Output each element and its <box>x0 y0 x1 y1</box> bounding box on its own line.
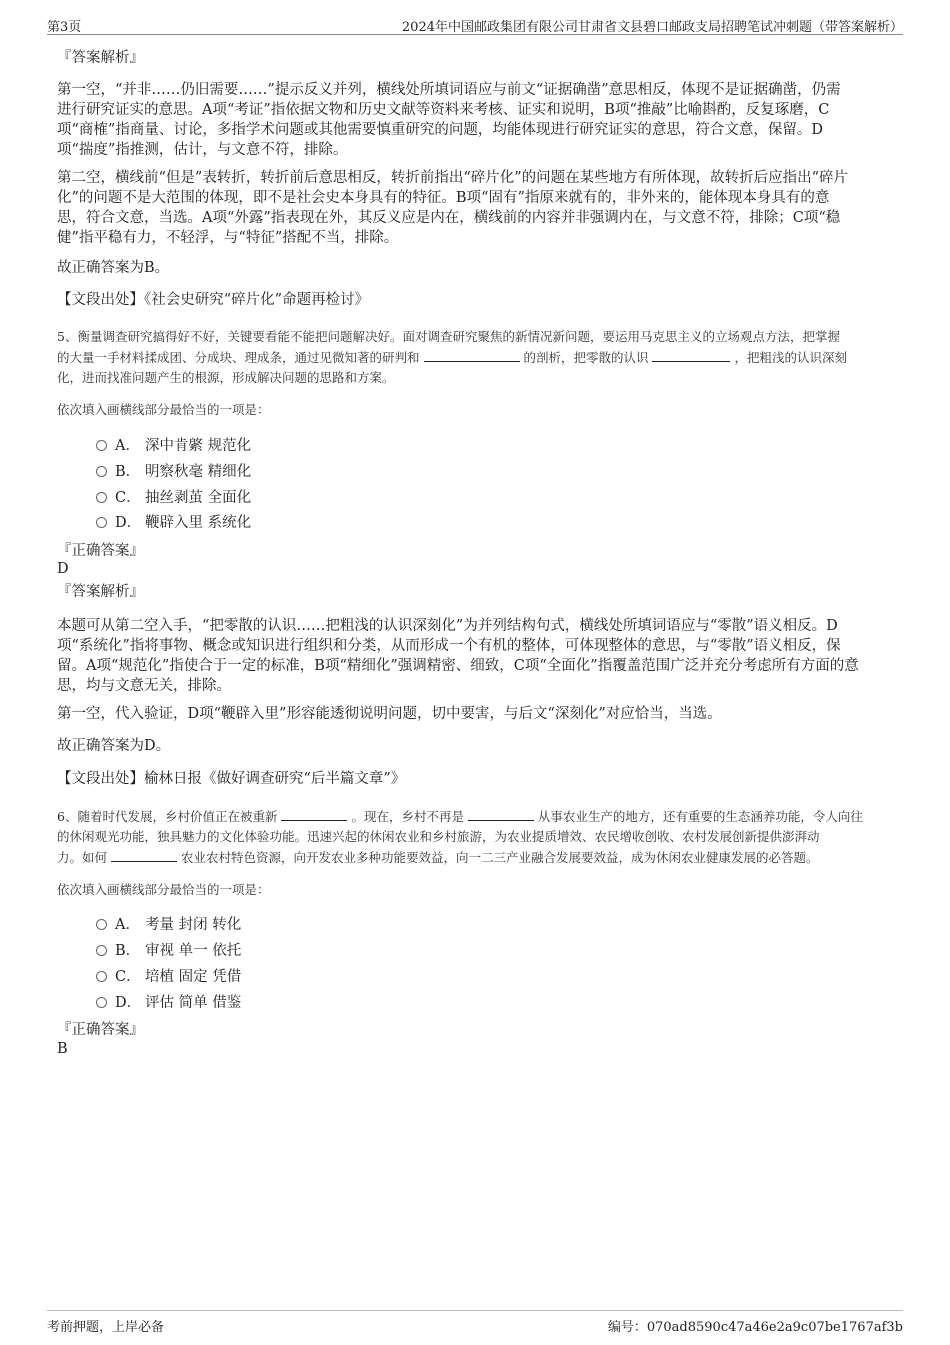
option-text: 明察秋毫 精细化 <box>145 464 252 480</box>
radio-icon[interactable] <box>96 517 107 528</box>
q5-option-d[interactable] <box>96 513 251 533</box>
text-line <box>57 806 895 827</box>
text-line: 健”指平稳有力，不轻浮，与“特征”搭配不当，排除。 <box>57 230 399 246</box>
answer-conclusion: 故正确答案为D。 <box>57 738 171 754</box>
q6-option-c[interactable] <box>96 967 241 987</box>
radio-icon[interactable] <box>96 997 107 1008</box>
correct-answer-label: 『正确答案』 <box>57 543 144 559</box>
option-text: 抽丝剥茧 全面化 <box>145 490 252 506</box>
page-footer <box>47 1310 903 1335</box>
footer-slogan: 考前押题，上岸必备 <box>47 1320 165 1335</box>
page-header <box>47 12 903 35</box>
option-text: 考量 封闭 转化 <box>145 917 242 933</box>
correct-answer-value: D <box>57 561 69 577</box>
text-segment: 从事农业生产的地方，还有重要的生态涵养功能，令人向往 <box>537 809 863 824</box>
text-line: 项“系统化”指将事物、概念或知识进行组织和分类，从而形成一个有机的整体，可体现整体的意思，与“零散”语义相反，保 <box>57 638 841 654</box>
option-label: A． <box>115 438 140 454</box>
fill-blank <box>111 847 177 862</box>
text-segment: 农业农村特色资源，向开发农业多种功能要效益，向一二三产业融合发展要效益，成为休闲农业健康发展的必答题。 <box>180 850 819 865</box>
question-5-prompt: 依次填入画横线部分最恰当的一项是： <box>57 402 270 417</box>
option-label: D． <box>115 515 142 531</box>
q6-option-a[interactable] <box>96 915 241 935</box>
text-line: 留。A项“规范化”指使合于一定的标准，B项“精细化”强调精密、细致，C项“全面化”指覆盖范围广泛并充分考虑所有方面的意 <box>57 658 859 674</box>
option-label: C． <box>115 969 141 985</box>
q5-option-b[interactable] <box>96 462 251 482</box>
option-label: B． <box>115 464 141 480</box>
document-title: 2024年中国邮政集团有限公司甘肃省文县碧口邮政支局招聘笔试冲刺题（带答案解析） <box>401 20 903 35</box>
text-line: 5、衡量调查研究搞得好不好，关键要看能不能把问题解决好。面对调查研究聚焦的新情况新问题，要运用马克思主义的立场观点方法，把掌握 <box>57 329 840 344</box>
text-line: 化”的问题不是大范围的体现，即不是社会史本身具有的特征。B项“固有”指原来就有的，非外来的，能体现本身具有的意 <box>57 190 830 206</box>
option-label: B． <box>115 943 141 959</box>
text-line: 项“揣度”指推测，估计，与文意不符，排除。 <box>57 142 348 158</box>
q6-option-b[interactable] <box>96 941 241 961</box>
analysis-paragraph-2 <box>57 168 887 248</box>
fill-blank <box>281 806 347 821</box>
q5-option-a[interactable] <box>96 436 251 456</box>
option-text: 鞭辟入里 系统化 <box>145 515 252 531</box>
text-segment: 的大量一手材料揉成团、分成块、理成条，通过见微知著的研判和 <box>57 350 420 365</box>
text-line: 进行研究证实的意思。A项“考证”指依据文物和历史文献等资料来考核、证实和说明，B项“推敲”比喻斟酌，反复琢磨，C <box>57 102 830 118</box>
source-citation: 【文段出处】《社会史研究“碎片化”命题再检讨》 <box>57 292 370 308</box>
text-segment: 6、随着时代发展，乡村价值正在被重新 <box>57 809 278 824</box>
question-5-stem <box>57 327 895 388</box>
text-line: 第二空，横线前“但是”表转折，转折前后意思相反，转折前指出“碎片化”的问题在某些地方有所体现，故转折后应指出“碎片 <box>57 170 849 186</box>
question-6-stem <box>57 806 895 868</box>
analysis-label: 『答案解析』 <box>57 50 144 66</box>
radio-icon[interactable] <box>96 919 107 930</box>
text-line <box>57 347 895 368</box>
text-segment: ，把粗浅的认识深刻 <box>734 350 847 365</box>
correct-answer-value: B <box>57 1041 68 1057</box>
radio-icon[interactable] <box>96 466 107 477</box>
option-label: C． <box>115 490 141 506</box>
option-text: 审视 单一 依托 <box>145 943 242 959</box>
answer-conclusion: 故正确答案为B。 <box>57 260 170 276</box>
fill-blank <box>652 347 730 362</box>
option-text: 评估 简单 借鉴 <box>145 995 242 1011</box>
text-line: 思，均与文意无关，排除。 <box>57 678 231 694</box>
analysis-paragraph-1 <box>57 80 887 160</box>
text-line: 思，符合文意，当选。A项“外露”指表现在外，其反义应是内在，横线前的内容并非强调内在，与文意不符，排除；C项“稳 <box>57 210 841 226</box>
q5-analysis-paragraph-2: 第一空，代入验证，D项“鞭辟入里”形容能透彻说明问题，切中要害，与后文“深刻化”对应恰当，当选。 <box>57 706 722 722</box>
radio-icon[interactable] <box>96 492 107 503</box>
analysis-label: 『答案解析』 <box>57 584 144 600</box>
source-citation: 【文段出处】榆林日报《做好调查研究“后半篇文章”》 <box>57 771 406 787</box>
text-segment: 的剖析，把零散的认识 <box>523 350 649 365</box>
text-line: 的休闲观光功能，独具魅力的文化体验功能。迅速兴起的休闲农业和乡村旅游，为农业提质增效、农民增收创收、农村发展创新提供澎湃动 <box>57 829 820 844</box>
option-label: A． <box>115 917 140 933</box>
radio-icon[interactable] <box>96 440 107 451</box>
text-line: 第一空，“并非……仍旧需要……”提示反义并列，横线处所填词语应与前文“证据确凿”意思相反，体现不是证据确凿，仍需 <box>57 82 841 98</box>
fill-blank <box>468 806 534 821</box>
correct-answer-label: 『正确答案』 <box>57 1022 144 1038</box>
question-6-prompt: 依次填入画横线部分最恰当的一项是： <box>57 882 270 897</box>
document-code: 编号：070ad8590c47a46e2a9c07be1767af3b <box>607 1320 903 1335</box>
radio-icon[interactable] <box>96 945 107 956</box>
page-number: 第3页 <box>47 20 82 35</box>
text-line <box>57 847 895 868</box>
option-text: 深中肯綮 规范化 <box>145 438 252 454</box>
q5-analysis-paragraph-1 <box>57 616 887 696</box>
option-label: D． <box>115 995 142 1011</box>
text-segment: 。现在，乡村不再是 <box>351 809 464 824</box>
text-line: 化，进而找准问题产生的根源，形成解决问题的思路和方案。 <box>57 370 395 385</box>
fill-blank <box>424 347 520 362</box>
q6-option-d[interactable] <box>96 993 241 1013</box>
radio-icon[interactable] <box>96 971 107 982</box>
text-segment: 力。如何 <box>57 850 108 865</box>
text-line: 本题可从第二空入手，“把零散的认识……把粗浅的认识深刻化”为并列结构句式，横线处所填词语应与“零散”语义相反。D <box>57 618 838 634</box>
option-text: 培植 固定 凭借 <box>145 969 242 985</box>
q5-option-c[interactable] <box>96 488 251 508</box>
text-line: 项“商榷”指商量、讨论，多指学术问题或其他需要慎重研究的问题，均能体现进行研究证实的意思，符合文意，保留。D <box>57 122 823 138</box>
